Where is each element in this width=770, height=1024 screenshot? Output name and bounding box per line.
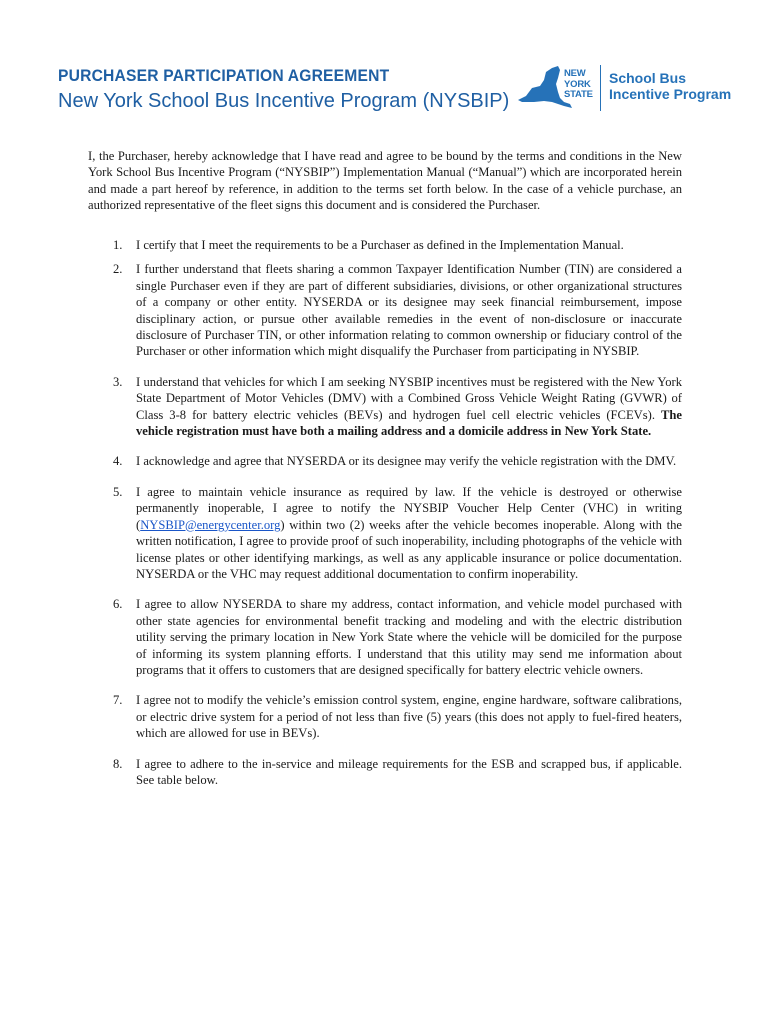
- bold-requirement: The vehicle registration must have both a mailing address and a domicile address in New York State.: [136, 407, 682, 439]
- list-item: [88, 237, 682, 253]
- document-title: PURCHASER PARTICIPATION AGREEMENT: [58, 66, 390, 85]
- list-item: [88, 484, 682, 582]
- terms-list: [88, 237, 682, 788]
- item-text: I agree to allow NYSERDA to share my address, contact information, and vehicle model purchased with other state agencies for environmental benefit tracking and modeling and with the electric distribution utility serving the primary location in New York State where the vehicle will be domiciled for the purpose of informing its system planning efforts. I understand that this utility may send me information about programs that it offers to customers that are designed specifically for battery electric vehicle owners.: [136, 597, 682, 677]
- item-number: 4.: [113, 454, 123, 469]
- item-text: I certify that I meet the requirements to be a Purchaser as defined in the Implementation Manual.: [136, 238, 624, 252]
- item-number: 3.: [113, 374, 123, 389]
- item-number: 7.: [113, 693, 123, 708]
- item-text: I agree not to modify the vehicle’s emission control system, engine, engine hardware, software calibrations, or electric drive system for a period of not less than five (5) years (this does not apply to fuel-fired heaters, which are allowed for use in BEVs).: [136, 693, 682, 741]
- item-number: 8.: [113, 756, 123, 771]
- logo-divider: [600, 65, 601, 111]
- list-item: [88, 261, 682, 359]
- list-item: [88, 756, 682, 789]
- intro-paragraph: I, the Purchaser, hereby acknowledge that I have read and agree to be bound by the terms and conditions in the New York School Bus Incentive Program (“NYSBIP”) Implementation Manual (“Manual”) which are incorporated herein and made a part hereof by reference, in addition to the terms set forth below. In the case of a vehicle purchase, an authorized representative of the fleet signs this document and is considered the Purchaser.: [88, 149, 682, 213]
- item-number: 5.: [113, 484, 123, 499]
- item-number: 1.: [113, 238, 123, 252]
- item-text: I understand that vehicles for which I am seeking NYSBIP incentives must be registered with the New York State Department of Motor Vehicles (DMV) with a Combined Gross Vehicle Weight Rating (GVWR) of Class 3-8 for battery electric vehicles (BEVs) and hydrogen fuel cell electric vehicles (FCEVs). The vehicle registration must have both a mailing address and a domicile address in New York State.: [136, 374, 682, 439]
- list-item: [88, 453, 682, 469]
- list-item: [88, 374, 682, 440]
- item-text: I further understand that fleets sharing a common Taxpayer Identification Number (TIN) are considered a single Purchaser even if they are part of different subsidiaries, divisions, or other organizational structures of a company or other entity. NYSERDA or its designee may seek financial reimbursement, impose disciplinary action, or pursue other available remedies in the event of non-disclosure or inaccurate disclosure of Purchaser TIN, or other information relating to common ownership or fiduciary control of the Purchaser or other information which might disqualify the Purchaser from participating in NYSBIP.: [136, 262, 682, 359]
- document-subtitle: New York School Bus Incentive Program (NYSBIP): [58, 90, 510, 112]
- item-number: 6.: [113, 597, 123, 612]
- item-text: I agree to maintain vehicle insurance as required by law. If the vehicle is destroyed or otherwise permanently inoperable, I agree to notify the NYSBIP Voucher Help Center (VHC) in writing (NYSBIP@energycenter.org) within two (2) weeks after the vehicle becomes inoperable. Along with the written notification, I agree to provide proof of such inoperability, including photographs of the vehicle with license plates or other identifying markings, as well as any applicable insurance or police documentation. NYSERDA or the VHC may request additional documentation to confirm inoperability.: [136, 484, 682, 581]
- nysbip-logo: [512, 62, 744, 114]
- item-text: I agree to adhere to the in-service and mileage requirements for the ESB and scrapped bus, if applicable. See table below.: [136, 756, 682, 787]
- item-number: 2.: [113, 262, 123, 277]
- program-wordmark: School Bus Incentive Program: [609, 70, 732, 102]
- list-item: [88, 596, 682, 678]
- email-link[interactable]: NYSBIP@energycenter.org: [140, 517, 281, 532]
- new-york-state-wordmark: NEW YORK STATE: [564, 68, 593, 100]
- item-text: I acknowledge and agree that NYSERDA or its designee may verify the vehicle registration with the DMV.: [136, 454, 677, 469]
- list-item: [88, 692, 682, 741]
